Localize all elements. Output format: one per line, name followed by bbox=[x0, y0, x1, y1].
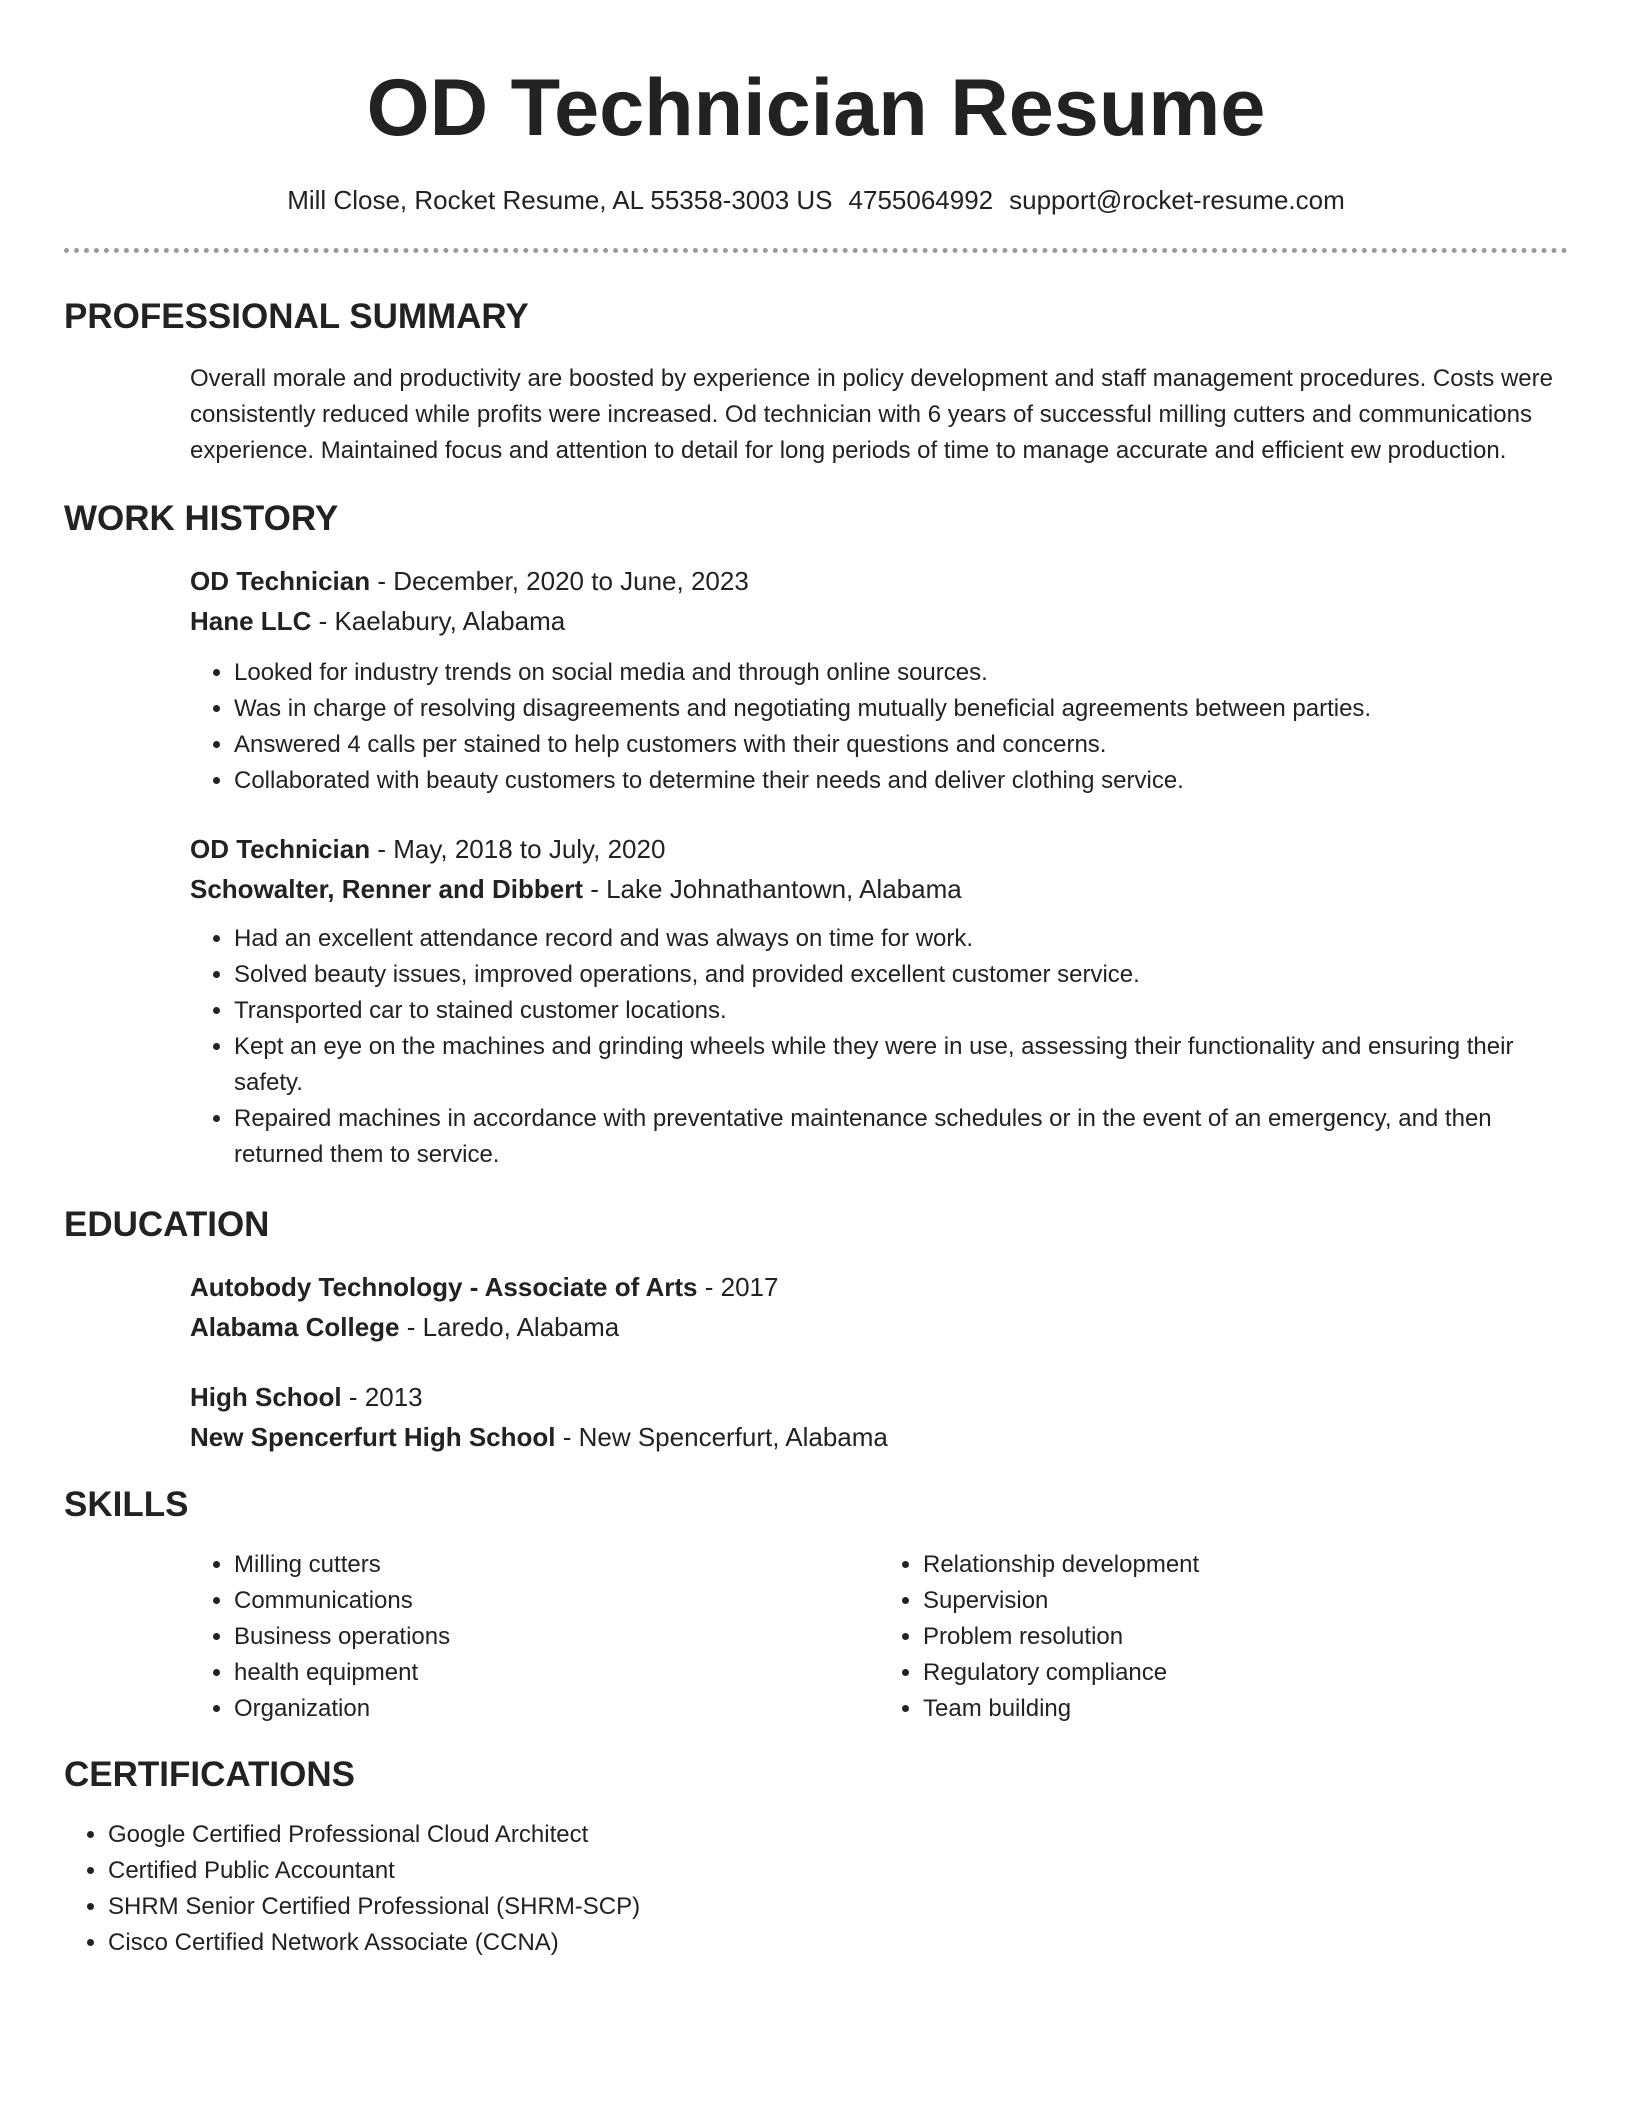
list-item: • Team building bbox=[923, 1691, 1568, 1727]
contact-email: support@rocket-resume.com bbox=[1009, 185, 1345, 215]
job-dates: - December, 2020 to June, 2023 bbox=[370, 566, 749, 596]
degree-name: High School bbox=[190, 1382, 342, 1412]
job-dates: - May, 2018 to July, 2020 bbox=[370, 834, 666, 864]
list-item: • Supervision bbox=[923, 1583, 1568, 1619]
list-item: • Transported car to stained customer locations. bbox=[234, 993, 1568, 1029]
job-company: Schowalter, Renner and Dibbert bbox=[190, 874, 583, 904]
list-item: • Certified Public Accountant bbox=[108, 1853, 1568, 1889]
skills-heading: SKILLS bbox=[64, 1485, 189, 1524]
degree-name: Autobody Technology - Associate of Arts bbox=[190, 1272, 698, 1302]
certifications-heading: CERTIFICATIONS bbox=[64, 1755, 356, 1794]
work-history-heading: WORK HISTORY bbox=[64, 499, 339, 538]
school-location: - Laredo, Alabama bbox=[399, 1312, 620, 1342]
resume-title: OD Technician Resume bbox=[366, 63, 1266, 153]
degree-line bbox=[190, 1267, 1568, 1307]
list-item: • Regulatory compliance bbox=[923, 1655, 1568, 1691]
education-entry bbox=[190, 1377, 1568, 1457]
school-name: New Spencerfurt High School bbox=[190, 1422, 556, 1452]
contact-address: Mill Close, Rocket Resume, AL 55358-3003 US bbox=[287, 185, 833, 215]
school-line bbox=[190, 1417, 1568, 1457]
summary-heading: PROFESSIONAL SUMMARY bbox=[64, 297, 529, 336]
list-item: • Milling cutters bbox=[234, 1547, 879, 1583]
list-item: • Had an excellent attendance record and was always on time for work. bbox=[234, 921, 1568, 957]
degree-year: - 2017 bbox=[697, 1272, 779, 1302]
skills-section bbox=[64, 1483, 1568, 1727]
degree-year: - 2013 bbox=[341, 1382, 423, 1412]
list-item: • Cisco Certified Network Associate (CCNA) bbox=[108, 1925, 1568, 1961]
degree-line bbox=[190, 1377, 1568, 1417]
summary-text: Overall morale and productivity are boosted by experience in policy development and staff management procedures. Costs were consistently reduced while profits were increased. Od technician with 6 years of successful milling cutters and communications experience. Maintained focus and attention to detail for long periods of time to manage accurate and efficient ew production. bbox=[190, 365, 1553, 464]
work-history-section bbox=[64, 497, 1568, 1173]
list-item: • SHRM Senior Certified Professional (SHRM-SCP) bbox=[108, 1889, 1568, 1925]
job-entry bbox=[190, 829, 1568, 1173]
job-duties-list bbox=[190, 921, 1568, 1173]
list-item: • Relationship development bbox=[923, 1547, 1568, 1583]
job-title-line bbox=[190, 561, 1568, 601]
list-item: • Kept an eye on the machines and grinding wheels while they were in use, assessing their functionality and ensuring their safety. bbox=[234, 1029, 1568, 1101]
list-item: • Repaired machines in accordance with preventative maintenance schedules or in the event of an emergency, and then returned them to service. bbox=[234, 1101, 1568, 1173]
job-company: Hane LLC bbox=[190, 606, 312, 636]
list-item: • Collaborated with beauty customers to determine their needs and deliver clothing service. bbox=[234, 763, 1568, 799]
contact-line bbox=[64, 180, 1568, 220]
list-item: • Answered 4 calls per stained to help customers with their questions and concerns. bbox=[234, 727, 1568, 763]
job-location: - Lake Johnathantown, Alabama bbox=[582, 874, 962, 904]
job-title-line bbox=[190, 829, 1568, 869]
school-name: Alabama College bbox=[190, 1312, 400, 1342]
header-divider bbox=[64, 248, 1568, 253]
school-line bbox=[190, 1307, 1568, 1347]
list-item: • Was in charge of resolving disagreements and negotiating mutually beneficial agreements between parties. bbox=[234, 691, 1568, 727]
skills-grid bbox=[190, 1547, 1568, 1727]
education-section bbox=[64, 1203, 1568, 1457]
list-item: • Problem resolution bbox=[923, 1619, 1568, 1655]
summary-section bbox=[64, 295, 1568, 469]
education-entry bbox=[190, 1267, 1568, 1347]
certifications-list bbox=[64, 1817, 1568, 1961]
job-company-line bbox=[190, 869, 1568, 909]
list-item: • Communications bbox=[234, 1583, 879, 1619]
job-role: OD Technician bbox=[190, 566, 371, 596]
list-item: • Looked for industry trends on social media and through online sources. bbox=[234, 655, 1568, 691]
job-role: OD Technician bbox=[190, 834, 371, 864]
job-entry bbox=[190, 561, 1568, 799]
education-heading: EDUCATION bbox=[64, 1205, 270, 1244]
list-item: • Solved beauty issues, improved operations, and provided excellent customer service. bbox=[234, 957, 1568, 993]
list-item: • health equipment bbox=[234, 1655, 879, 1691]
list-item: • Organization bbox=[234, 1691, 879, 1727]
resume-page bbox=[64, 0, 1568, 1961]
job-company-line bbox=[190, 601, 1568, 641]
job-duties-list bbox=[190, 655, 1568, 799]
contact-phone: 4755064992 bbox=[848, 185, 994, 215]
skills-list-left bbox=[190, 1547, 879, 1727]
job-location: - Kaelabury, Alabama bbox=[311, 606, 566, 636]
list-item: • Google Certified Professional Cloud Architect bbox=[108, 1817, 1568, 1853]
skills-list-right bbox=[879, 1547, 1568, 1727]
school-location: - New Spencerfurt, Alabama bbox=[555, 1422, 888, 1452]
list-item: • Business operations bbox=[234, 1619, 879, 1655]
certifications-section bbox=[64, 1753, 1568, 1961]
